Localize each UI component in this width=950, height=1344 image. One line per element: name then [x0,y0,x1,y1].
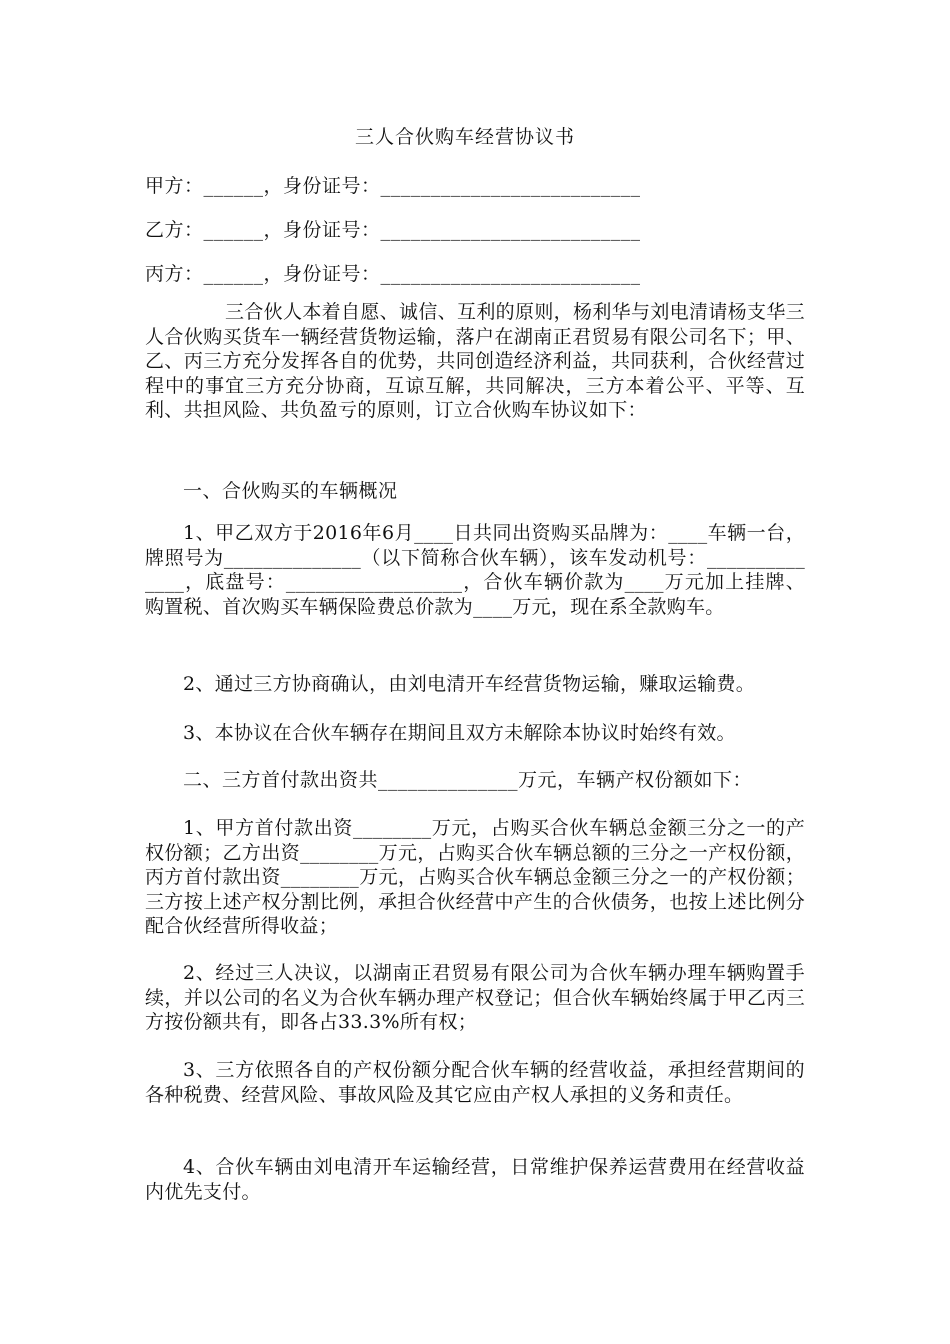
preamble-paragraph: 三合伙人本着自愿、诚信、互利的原则，杨利华与刘电清请杨支华三人合伙购买货车一辆经营货物运输，落户在湖南正君贸易有限公司名下；甲、乙、丙三方充分发挥各自的优势，共同创造经济利益，共同获利，合伙经营过程中的事宜三方充分协商，互谅互解，共同解决，三方本着公平、平等、互利、共担风险、共负盈亏的原则，订立合伙购车协议如下： [145,301,805,421]
section-1-item-1: 1、甲乙双方于2016年6月____日共同出资购买品牌为：____车辆一台，牌照号为______________（以下简称合伙车辆），该车发动机号：______________，底盘号：__________________，合伙车辆价款为____万元加上挂牌、购置税、首次购买车辆保险费总价款为____万元，现在系全款购车。 [145,522,805,618]
section-1-heading: 一、合伙购买的车辆概况 [183,480,398,502]
section-2-heading: 二、三方首付款出资共______________万元，车辆产权份额如下： [183,769,753,791]
party-a-line: 甲方：______，身份证号：__________________________ [145,175,641,197]
section-1-item-3: 3、本协议在合伙车辆存在期间且双方未解除本协议时始终有效。 [183,722,736,744]
party-b-line: 乙方：______，身份证号：__________________________ [145,219,641,241]
section-2-item-2: 2、经过三人决议，以湖南正君贸易有限公司为合伙车辆办理车辆购置手续，并以公司的名义为合伙车辆办理产权登记；但合伙车辆始终属于甲乙丙三方按份额共有，即各占33.3%所有权； [145,962,805,1033]
party-c-line: 丙方：______，身份证号：__________________________ [145,263,641,285]
section-2-item-3: 3、三方依照各自的产权份额分配合伙车辆的经营收益，承担经营期间的各种税费、经营风险、事故风险及其它应由产权人承担的义务和责任。 [145,1059,805,1106]
document-title: 三人合伙购车经营协议书 [354,126,575,148]
section-2-item-1: 1、甲方首付款出资________万元，占购买合伙车辆总金额三分之一的产权份额；乙方出资________万元，占购买合伙车辆总额的三分之一产权份额，丙方首付款出资________万元，占购买合伙车辆总金额三分之一的产权份额；三方按上述产权分割比例，承担合伙经营中产生的合伙债务，也按上述比例分配合伙经营所得收益； [145,817,805,937]
section-2-item-4: 4、合伙车辆由刘电清开车运输经营，日常维护保养运营费用在经营收益内优先支付。 [145,1156,805,1203]
section-1-item-2: 2、通过三方协商确认，由刘电清开车经营货物运输，赚取运输费。 [183,673,756,695]
